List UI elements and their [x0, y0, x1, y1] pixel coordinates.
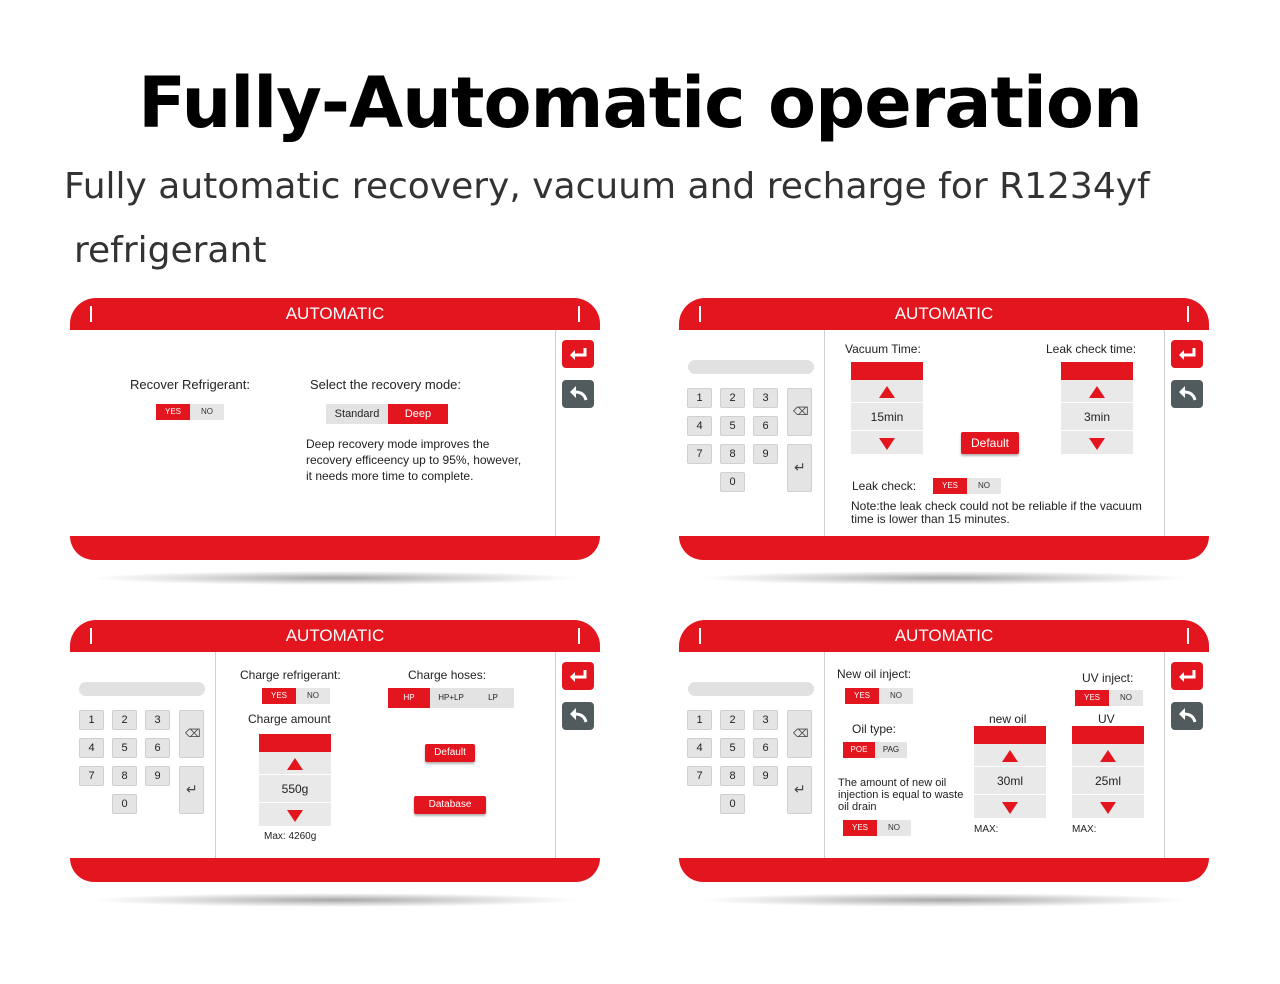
stepper-cap: [974, 726, 1046, 744]
oil-injection-screen: [679, 620, 1209, 882]
stepper-cap: [1072, 726, 1144, 744]
title-bar-mark: [90, 628, 92, 644]
back-button[interactable]: [562, 380, 594, 408]
charge-hoses-selector: [388, 688, 514, 708]
increase-arrow-icon[interactable]: [879, 386, 895, 398]
key-1[interactable]: 1: [687, 710, 712, 730]
charge-amount-value: 550g: [281, 782, 309, 796]
screen-title-bar: [70, 620, 600, 652]
key-8[interactable]: 8: [112, 766, 137, 786]
backspace-key[interactable]: [787, 388, 812, 436]
leak-check-note: Note:the leak check could not be reliable if the vacuum time is lower than 15 minutes.: [851, 499, 1142, 526]
screen-footer-bar: [70, 858, 600, 882]
max-label: Max:: [264, 831, 286, 842]
enter-button[interactable]: [1171, 340, 1203, 368]
increase-arrow-icon[interactable]: [1002, 750, 1018, 762]
vacuum-time-stepper: [851, 362, 923, 454]
back-button[interactable]: [1171, 702, 1203, 730]
leak-check-time-value: 3min: [1083, 410, 1110, 424]
screen-title-bar: [679, 620, 1209, 652]
leak-check-label: Leak check:: [852, 479, 917, 493]
stepper-divider: [1072, 794, 1144, 795]
recovery-screen: [70, 298, 600, 560]
numeric-input[interactable]: [688, 682, 814, 696]
decrease-arrow-icon[interactable]: [1002, 802, 1018, 814]
hose-hp-option[interactable]: HP: [388, 688, 430, 708]
hose-hp-lp-option[interactable]: HP+LP: [430, 688, 472, 708]
numeric-input[interactable]: [688, 360, 814, 374]
back-arrow-icon: [1177, 385, 1197, 403]
recovery-mode-label: Select the recovery mode:: [310, 377, 462, 392]
title-bar-mark: [578, 306, 580, 322]
toggle-yes[interactable]: YES: [262, 688, 296, 704]
panel-shadow: [95, 893, 575, 907]
toggle-no[interactable]: NO: [967, 478, 1001, 494]
enter-button[interactable]: [562, 340, 594, 368]
backspace-key[interactable]: [787, 710, 812, 758]
uv-max-label: MAX:: [1072, 824, 1097, 835]
uv-label: UV: [1098, 712, 1115, 726]
backspace-icon: ⌫: [793, 406, 809, 418]
title-bar-mark: [1187, 306, 1189, 322]
divider: [555, 330, 556, 536]
divider: [824, 652, 825, 858]
decrease-arrow-icon[interactable]: [287, 810, 303, 822]
mode-deep-option[interactable]: Deep: [388, 404, 448, 424]
recovery-mode-description: Deep recovery mode improves the recovery efficeency up to 95%, however, it needs more time to complete.: [306, 437, 522, 483]
uv-inject-label: UV inject:: [1082, 671, 1134, 685]
key-5[interactable]: 5: [720, 416, 745, 436]
decrease-arrow-icon[interactable]: [1100, 802, 1116, 814]
key-9[interactable]: 9: [145, 766, 170, 786]
backspace-icon: ⌫: [793, 728, 809, 740]
back-arrow-icon: [568, 707, 588, 725]
screen-body: [70, 330, 600, 536]
leak-check-time-stepper: [1061, 362, 1133, 454]
decrease-arrow-icon[interactable]: [1089, 438, 1105, 450]
screen-footer-bar: [70, 536, 600, 560]
key-7[interactable]: 7: [687, 444, 712, 464]
waste-oil-toggle[interactable]: [843, 820, 911, 836]
return-key[interactable]: [179, 766, 204, 814]
charge-refrigerant-label: Charge refrigerant:: [240, 668, 341, 682]
title-bar-mark: [699, 306, 701, 322]
vacuum-screen: [679, 298, 1209, 560]
charge-refrigerant-toggle[interactable]: [262, 688, 330, 704]
hose-lp-option[interactable]: LP: [472, 688, 514, 708]
key-4[interactable]: 4: [79, 738, 104, 758]
leak-check-toggle[interactable]: [933, 478, 1001, 494]
charge-hoses-label: Charge hoses:: [408, 668, 487, 682]
increase-arrow-icon[interactable]: [1089, 386, 1105, 398]
toggle-no[interactable]: NO: [296, 688, 330, 704]
return-key[interactable]: [787, 444, 812, 492]
divider: [215, 652, 216, 858]
page-title: Fully-Automatic operation: [138, 62, 1142, 144]
toggle-no[interactable]: NO: [1109, 690, 1143, 706]
panel-shadow: [95, 571, 575, 585]
key-0[interactable]: 0: [720, 472, 745, 492]
toggle-no[interactable]: NO: [190, 404, 224, 420]
divider: [555, 652, 556, 858]
key-5[interactable]: 5: [720, 738, 745, 758]
waste-oil-note: The amount of new oil injection is equal to waste oil drain: [838, 777, 964, 813]
screen-title-bar: [679, 298, 1209, 330]
key-4[interactable]: 4: [687, 416, 712, 436]
return-key[interactable]: [787, 766, 812, 814]
new-oil-value: 30ml: [996, 774, 1023, 788]
key-7[interactable]: 7: [79, 766, 104, 786]
max-value: 4260g: [288, 831, 317, 842]
oil-type-poe-option[interactable]: POE: [843, 742, 875, 758]
key-6[interactable]: 6: [753, 416, 778, 436]
key-3[interactable]: 3: [753, 710, 778, 730]
stepper-divider: [974, 794, 1046, 795]
key-9[interactable]: 9: [753, 766, 778, 786]
enter-button[interactable]: [1171, 662, 1203, 690]
toggle-yes[interactable]: YES: [933, 478, 967, 494]
key-0[interactable]: 0: [112, 794, 137, 814]
key-9[interactable]: 9: [753, 444, 778, 464]
back-button[interactable]: [562, 702, 594, 730]
key-2[interactable]: 2: [720, 388, 745, 408]
oil-type-pag-option[interactable]: PAG: [875, 742, 907, 758]
default-button[interactable]: Default: [425, 744, 475, 762]
page-subtitle-line2: refrigerant: [74, 230, 267, 271]
key-6[interactable]: 6: [753, 738, 778, 758]
database-button[interactable]: Database: [414, 796, 486, 814]
key-2[interactable]: 2: [112, 710, 137, 730]
back-arrow-icon: [1177, 707, 1197, 725]
numeric-input[interactable]: [79, 682, 205, 696]
back-arrow-icon: [568, 385, 588, 403]
enter-icon: [568, 667, 588, 685]
increase-arrow-icon[interactable]: [287, 758, 303, 770]
stepper-divider: [259, 802, 331, 803]
divider: [1164, 652, 1165, 858]
stepper-divider: [1061, 430, 1133, 431]
title-bar-mark: [578, 628, 580, 644]
divider: [824, 330, 825, 536]
oil-type-selector: [843, 742, 907, 758]
recovery-mode-selector: [326, 404, 448, 424]
new-oil-label: new oil: [989, 712, 1027, 726]
backspace-key[interactable]: [179, 710, 204, 758]
enter-icon: [568, 345, 588, 363]
return-icon: ↵: [186, 781, 198, 797]
new-oil-stepper: [974, 726, 1046, 818]
vacuum-time-value: 15min: [870, 410, 904, 424]
charge-amount-label: Charge amount: [248, 712, 331, 726]
panel-shadow: [704, 571, 1184, 585]
screen-footer-bar: [679, 536, 1209, 560]
charge-amount-stepper: [259, 734, 331, 826]
key-1[interactable]: 1: [687, 388, 712, 408]
title-bar-mark: [90, 306, 92, 322]
new-oil-inject-toggle[interactable]: [845, 688, 913, 704]
leak-check-time-label: Leak check time:: [1046, 342, 1137, 356]
enter-icon: [1177, 667, 1197, 685]
default-button[interactable]: Default: [961, 432, 1019, 454]
toggle-yes[interactable]: YES: [156, 404, 190, 420]
return-icon: ↵: [794, 459, 806, 475]
screen-title: AUTOMATIC: [894, 626, 994, 645]
stepper-divider: [1061, 402, 1133, 403]
key-6[interactable]: 6: [145, 738, 170, 758]
screen-title: AUTOMATIC: [894, 304, 994, 323]
uv-value: 25ml: [1094, 774, 1121, 788]
key-3[interactable]: 3: [753, 388, 778, 408]
stepper-cap: [259, 734, 331, 752]
uv-inject-toggle[interactable]: [1075, 690, 1143, 706]
key-0[interactable]: 0: [720, 794, 745, 814]
key-7[interactable]: 7: [687, 766, 712, 786]
screen-footer-bar: [679, 858, 1209, 882]
enter-button[interactable]: [562, 662, 594, 690]
divider: [1164, 330, 1165, 536]
charge-screen: [70, 620, 600, 882]
key-4[interactable]: 4: [687, 738, 712, 758]
new-oil-inject-label: New oil inject:: [837, 667, 912, 681]
toggle-yes[interactable]: YES: [1075, 690, 1109, 706]
stepper-divider: [851, 430, 923, 431]
vacuum-time-label: Vacuum Time:: [845, 342, 921, 356]
stepper-divider: [1072, 766, 1144, 767]
enter-icon: [1177, 345, 1197, 363]
key-5[interactable]: 5: [112, 738, 137, 758]
return-icon: ↵: [794, 781, 806, 797]
screen-title-bar: [70, 298, 600, 330]
key-2[interactable]: 2: [720, 710, 745, 730]
panel-shadow: [704, 893, 1184, 907]
uv-stepper: [1072, 726, 1144, 818]
recover-refrigerant-label: Recover Refrigerant:: [130, 377, 250, 392]
stepper-cap: [851, 362, 923, 380]
oil-type-label: Oil type:: [852, 722, 897, 736]
toggle-yes[interactable]: YES: [845, 688, 879, 704]
key-8[interactable]: 8: [720, 444, 745, 464]
key-8[interactable]: 8: [720, 766, 745, 786]
title-bar-mark: [1187, 628, 1189, 644]
toggle-no[interactable]: NO: [877, 820, 911, 836]
back-button[interactable]: [1171, 380, 1203, 408]
stepper-cap: [1061, 362, 1133, 380]
backspace-icon: ⌫: [185, 728, 201, 740]
decrease-arrow-icon[interactable]: [879, 438, 895, 450]
new-oil-max-label: MAX:: [974, 824, 999, 835]
recover-refrigerant-toggle[interactable]: [156, 404, 224, 420]
page-subtitle-line1: Fully automatic recovery, vacuum and recharge for R1234yf: [64, 166, 1150, 207]
title-bar-mark: [699, 628, 701, 644]
stepper-divider: [974, 766, 1046, 767]
charge-max: [264, 831, 316, 842]
mode-standard-option[interactable]: Standard: [326, 404, 388, 424]
screen-title: AUTOMATIC: [285, 626, 385, 645]
stepper-divider: [259, 774, 331, 775]
toggle-no[interactable]: NO: [879, 688, 913, 704]
increase-arrow-icon[interactable]: [1100, 750, 1116, 762]
key-3[interactable]: 3: [145, 710, 170, 730]
key-1[interactable]: 1: [79, 710, 104, 730]
toggle-yes[interactable]: YES: [843, 820, 877, 836]
stepper-divider: [851, 402, 923, 403]
screen-title: AUTOMATIC: [285, 304, 385, 323]
